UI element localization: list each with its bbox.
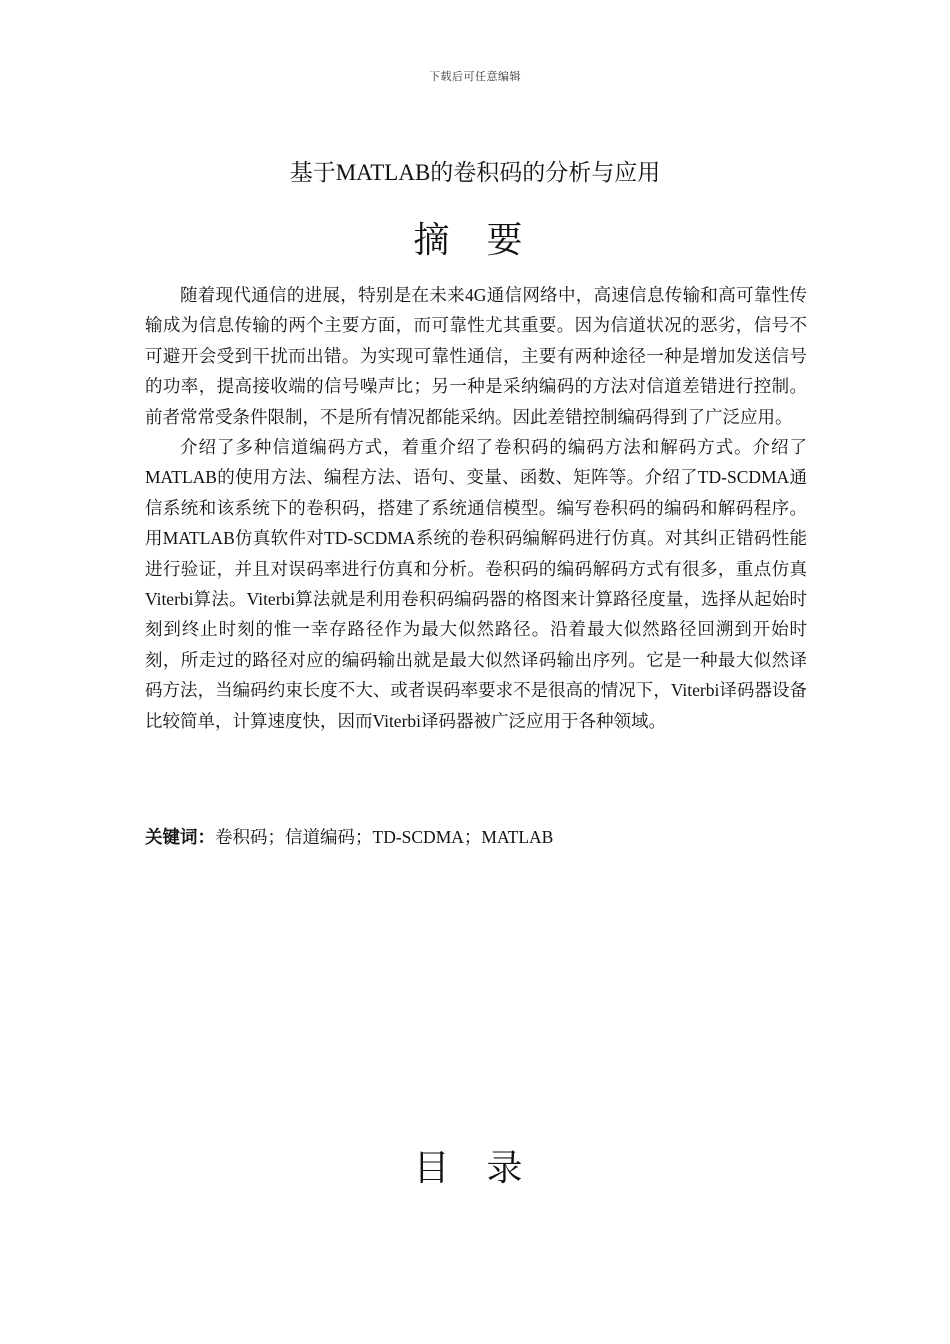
abstract-heading: 摘 要 [413,220,537,260]
abstract-paragraph-1: 随着现代通信的进展，特别是在未来4G通信网络中，高速信息传输和高可靠性传输成为信息传输的两个主要方面，而可靠性尤其重要。因为信道状况的恶劣，信号不可避开会受到干扰而出错。为实现可靠性通信，主要有两种途径一种是增加发送信号的功率，提高接收端的信号噪声比；另一种是采纳编码的方法对信道差错进行控制。前者常常受条件限制，不是所有情况都能采纳。因此差错控制编码得到了广泛应用。 [145,285,807,427]
document-title: 基于MATLAB的卷积码的分析与应用 [289,160,661,185]
keywords-label: 关键词： [145,827,215,847]
toc-heading: 目 录 [413,1148,537,1188]
keywords-text: 卷积码；信道编码；TD-SCDMA；MATLAB [215,827,554,847]
header-note: 下载后可任意编辑 [429,71,521,83]
abstract-paragraph-2: 介绍了多种信道编码方式，着重介绍了卷积码的编码方法和解码方式。介绍了MATLAB的使用方法、编程方法、语句、变量、函数、矩阵等。介绍了TD-SCDMA通信系统和该系统下的卷积码，搭建了系统通信模型。编写卷积码的编码和解码程序。用MATLAB仿真软件对TD-SCDMA系统的卷积码编解码进行仿真。对其纠正错码性能进行验证，并且对误码率进行仿真和分析。卷积码的编码解码方式有很多，重点仿真Viterbi算法。Viterbi算法就是利用卷积码编码器的格图来计算路径度量，选择从起始时刻到终止时刻的惟一幸存路径作为最大似然路径。沿着最大似然路径回溯到开始时刻，所走过的路径对应的编码输出就是最大似然译码输出序列。它是一种最大似然译码方法，当编码约束长度不大、或者误码率要求不是很高的情况下，Viterbi译码器设备比较简单，计算速度快，因而Viterbi译码器被广泛应用于各种领域。 [145,437,807,731]
abstract-body [145,280,807,736]
keywords-line [145,822,807,852]
